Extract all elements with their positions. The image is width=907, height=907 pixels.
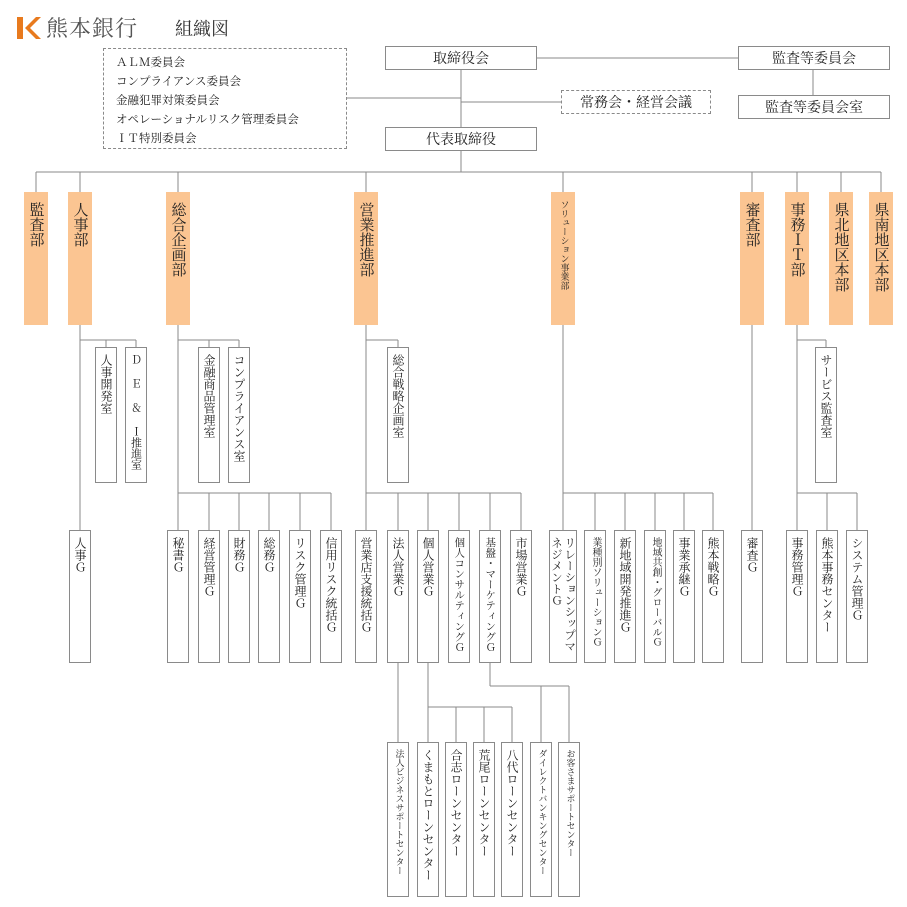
dept-sales-promotion: 営業推進部 xyxy=(354,192,378,325)
center-corporate-business-support: 法人ビジネスサポートセンター xyxy=(387,742,409,897)
bank-name: 熊本銀行 xyxy=(46,17,139,42)
page-title: 組織図 xyxy=(175,19,229,40)
group-regional-development: 新地域開発推進Ｇ xyxy=(614,530,636,663)
office-strategy: 総合戦略企画室 xyxy=(387,347,409,483)
dept-planning: 総合企画部 xyxy=(166,192,190,325)
audit-committee-office: 監査等委員会室 xyxy=(738,95,890,119)
dept-south-region: 県南地区本部 xyxy=(869,192,893,325)
bank-logo xyxy=(14,12,138,43)
committee-item: オペレーショナルリスク管理委員会 xyxy=(116,112,299,126)
group-market: 市場営業Ｇ xyxy=(510,530,532,663)
group-jinji: 人事Ｇ xyxy=(69,530,91,663)
group-kumamoto-strategy: 熊本戦略Ｇ xyxy=(702,530,724,663)
center-yatsushiro-loan: 八代ローンセンター xyxy=(501,742,523,897)
group-global: 地域共創・グローバルＧ xyxy=(644,530,666,663)
group-relationship: リレーションシップマネジメントＧ xyxy=(549,530,577,663)
office-hr-dev: 人事開発室 xyxy=(95,347,117,483)
president: 代表取締役 xyxy=(385,127,537,151)
group-personal-sales: 個人営業Ｇ xyxy=(417,530,439,663)
group-succession: 事業承継Ｇ xyxy=(673,530,695,663)
group-industry-solution: 業種別ソリューションＧ xyxy=(584,530,606,663)
group-secretary: 秘書Ｇ xyxy=(167,530,189,663)
committee-item: 金融犯罪対策委員会 xyxy=(116,93,220,107)
center-customer-support: お客さまサポートセンター xyxy=(558,742,580,897)
committee-item: コンプライアンス委員会 xyxy=(116,74,242,88)
group-credit-review: 審査Ｇ xyxy=(741,530,763,663)
board-of-directors: 取締役会 xyxy=(385,46,537,70)
office-financial-products: 金融商品管理室 xyxy=(198,347,220,483)
center-direct-banking: ダイレクトバンキングセンター xyxy=(530,742,552,897)
bank-logo-mark xyxy=(14,14,42,42)
group-base-marketing: 基盤・マーケティングＧ xyxy=(479,530,501,663)
group-operations: 事務管理Ｇ xyxy=(786,530,808,663)
group-risk: リスク管理Ｇ xyxy=(289,530,311,663)
group-branch-support: 営業店支援統括Ｇ xyxy=(355,530,377,663)
group-operations-center: 熊本事務センター xyxy=(816,530,838,663)
dept-audit: 監査部 xyxy=(24,192,48,325)
group-management: 経営管理Ｇ xyxy=(198,530,220,663)
office-dei: Ｄ Ｅ ＆ Ｉ推進室 xyxy=(125,347,147,483)
audit-committee: 監査等委員会 xyxy=(738,46,890,70)
dept-operations-it: 事務ＩＴ部 xyxy=(785,192,809,325)
center-arao-loan: 荒尾ローンセンター xyxy=(473,742,495,897)
center-koshi-loan: 合志ローンセンター xyxy=(445,742,467,897)
group-corporate-sales: 法人営業Ｇ xyxy=(387,530,409,663)
group-consulting: 個人コンサルティングＧ xyxy=(448,530,470,663)
committee-item: ＡＬＭ委員会 xyxy=(116,55,185,69)
office-service-audit: サービス監査室 xyxy=(815,347,837,483)
group-general-affairs: 総務Ｇ xyxy=(258,530,280,663)
group-system: システム管理Ｇ xyxy=(846,530,868,663)
committee-item: ＩＴ特別委員会 xyxy=(116,131,197,145)
office-compliance: コンプライアンス室 xyxy=(228,347,250,483)
dept-credit: 審査部 xyxy=(740,192,764,325)
committee-list xyxy=(103,48,347,149)
dept-solution: ソリューション事業部 xyxy=(551,192,575,325)
center-kumamoto-loan: くまもとローンセンター xyxy=(417,742,439,897)
executive-meeting: 常務会・経営会議 xyxy=(561,90,711,114)
group-finance: 財務Ｇ xyxy=(228,530,250,663)
group-credit-risk: 信用リスク統括Ｇ xyxy=(320,530,342,663)
dept-north-region: 県北地区本部 xyxy=(829,192,853,325)
dept-hr: 人事部 xyxy=(68,192,92,325)
